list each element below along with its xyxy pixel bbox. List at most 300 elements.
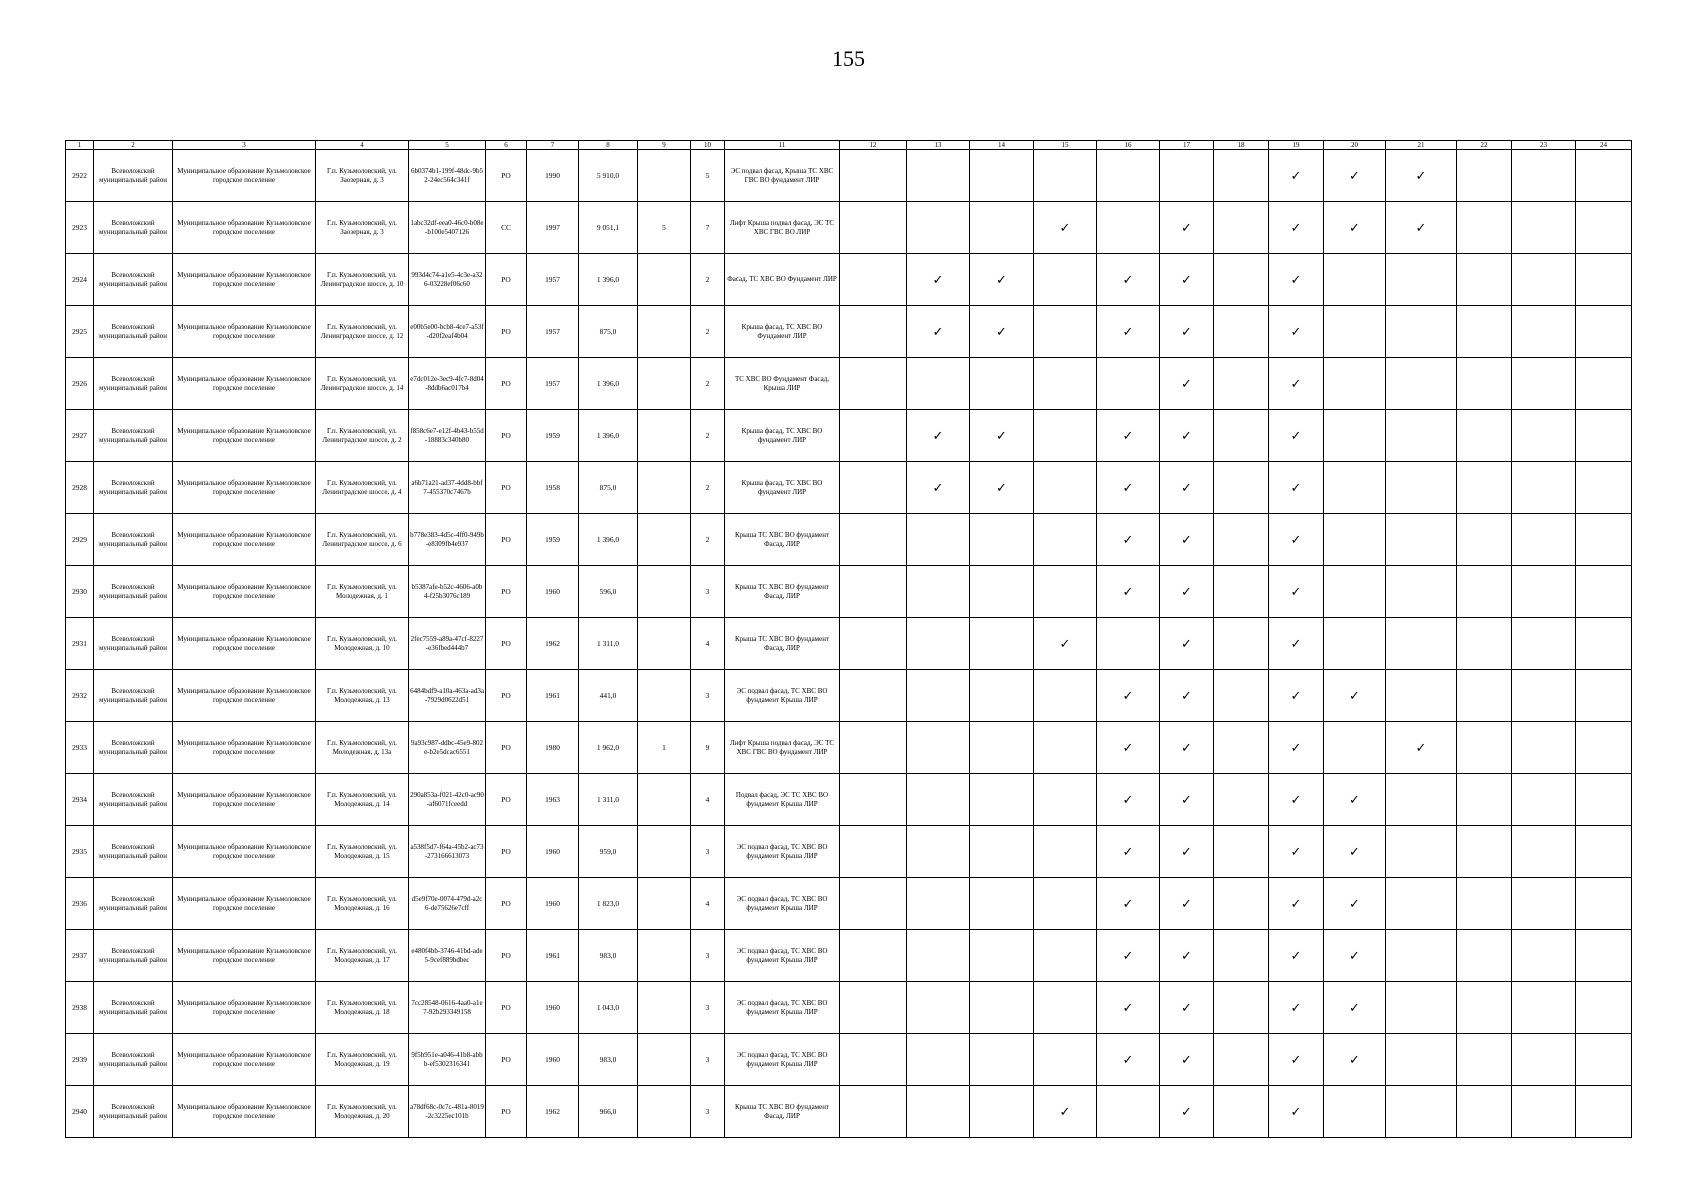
elevator-count-cell: 5 [638,202,691,254]
work-col-14-cell [970,202,1034,254]
column-header-10: 10 [691,141,725,150]
check-mark-icon: ✓ [1290,792,1302,807]
check-mark-icon: ✓ [1059,636,1071,651]
district-cell: Всеволожский муниципальный район [94,930,173,982]
floors-cell: 7 [691,202,725,254]
work-col-24-cell [1576,514,1632,566]
table-row [66,722,1632,774]
work-col-23-cell [1512,306,1576,358]
work-col-22-cell [1457,566,1512,618]
work-col-18-cell [1214,514,1269,566]
address-cell: Г.п. Кузьмоловский, ул. Молодежная, д. 19 [316,1034,409,1086]
work-col-24-cell [1576,462,1632,514]
table-row [66,1086,1632,1138]
work-col-21-cell [1386,566,1457,618]
year-built-cell: 1980 [527,722,579,774]
work-col-14-cell [970,826,1034,878]
district-cell: Всеволожский муниципальный район [94,878,173,930]
table-row [66,202,1632,254]
total-area-cell: 875,0 [579,462,638,514]
municipality-cell: Муниципальное образование Кузьмоловское городское поселение [173,150,316,202]
floors-cell: 4 [691,618,725,670]
district-cell: Всеволожский муниципальный район [94,254,173,306]
work-col-13-cell [907,358,970,410]
work-col-17-cell [1160,150,1214,202]
total-area-cell: 1 043,0 [579,982,638,1034]
total-area-cell: 596,0 [579,566,638,618]
check-mark-icon: ✓ [996,428,1007,443]
year-built-cell: 1962 [527,618,579,670]
check-mark-icon: ✓ [1122,272,1134,287]
work-col-15-cell [1034,150,1097,202]
check-mark-icon: ✓ [1290,532,1302,547]
work-col-23-cell [1512,930,1576,982]
work-col-12-cell [840,982,907,1034]
column-header-13: 13 [907,141,970,150]
column-header-1: 1 [66,141,94,150]
year-built-cell: 1958 [527,462,579,514]
work-col-16-cell [1097,150,1160,202]
floors-cell: 3 [691,670,725,722]
work-col-23-cell [1512,202,1576,254]
work-col-12-cell [840,358,907,410]
work-col-12-cell [840,410,907,462]
municipality-cell: Муниципальное образование Кузьмоловское городское поселение [173,254,316,306]
municipality-cell: Муниципальное образование Кузьмоловское городское поселение [173,982,316,1034]
year-built-cell: 1960 [527,878,579,930]
year-built-cell: 1990 [527,150,579,202]
management-type-cell: РО [486,462,527,514]
check-mark-icon: ✓ [1290,636,1302,651]
work-col-16-cell [1097,410,1160,462]
check-mark-icon: ✓ [932,480,944,495]
work-col-23-cell [1512,150,1576,202]
check-mark-icon: ✓ [1181,480,1192,495]
work-col-19-cell [1269,358,1324,410]
address-cell: Г.п. Кузьмоловский, ул. Ленинградское шоссе, д. 10 [316,254,409,306]
work-col-17-cell [1160,774,1214,826]
work-col-14-cell [970,722,1034,774]
check-mark-icon: ✓ [1122,896,1134,911]
work-col-20-cell [1324,462,1386,514]
total-area-cell: 1 396,0 [579,358,638,410]
works-list-cell: Фасад, ТС ХВС ВО Фундамент ЛИР [725,254,840,306]
year-built-cell: 1960 [527,1034,579,1086]
work-col-13-cell [907,1034,970,1086]
district-cell: Всеволожский муниципальный район [94,462,173,514]
row-number-cell: 2929 [66,514,94,566]
work-col-22-cell [1457,202,1512,254]
address-cell: Г.п. Кузьмоловский, ул. Ленинградское шоссе, д. 4 [316,462,409,514]
work-col-20-cell [1324,722,1386,774]
check-mark-icon: ✓ [1415,740,1427,755]
work-col-17-cell [1160,826,1214,878]
work-col-12-cell [840,618,907,670]
row-number-cell: 2925 [66,306,94,358]
work-col-14-cell [970,410,1034,462]
floors-cell: 3 [691,826,725,878]
elevator-count-cell [638,150,691,202]
row-number-cell: 2922 [66,150,94,202]
work-col-18-cell [1214,1086,1269,1138]
work-col-14-cell [970,930,1034,982]
check-mark-icon: ✓ [1290,896,1302,911]
work-col-12-cell [840,670,907,722]
elevator-count-cell [638,1086,691,1138]
work-col-21-cell [1386,670,1457,722]
elevator-count-cell [638,462,691,514]
work-col-20-cell [1324,358,1386,410]
work-col-23-cell [1512,358,1576,410]
work-col-23-cell [1512,410,1576,462]
address-cell: Г.п. Кузьмоловский, ул. Заозерная, д. 3 [316,202,409,254]
column-header-7: 7 [527,141,579,150]
work-col-15-cell [1034,202,1097,254]
registry-table [65,140,1632,1138]
total-area-cell: 959,0 [579,826,638,878]
work-col-17-cell [1160,306,1214,358]
floors-cell: 2 [691,254,725,306]
address-cell: Г.п. Кузьмоловский, ул. Ленинградское шоссе, д. 2 [316,410,409,462]
check-mark-icon: ✓ [1059,1104,1071,1119]
work-col-16-cell [1097,878,1160,930]
work-col-24-cell [1576,150,1632,202]
address-cell: Г.п. Кузьмоловский, ул. Молодежная, д. 13 [316,670,409,722]
work-col-13-cell [907,514,970,566]
check-mark-icon: ✓ [1122,792,1134,807]
work-col-20-cell [1324,878,1386,930]
year-built-cell: 1960 [527,566,579,618]
check-mark-icon: ✓ [1181,688,1192,703]
check-mark-icon: ✓ [1122,584,1134,599]
work-col-24-cell [1576,826,1632,878]
address-cell: Г.п. Кузьмоловский, ул. Заозерная, д. 3 [316,150,409,202]
row-number-cell: 2937 [66,930,94,982]
check-mark-icon: ✓ [1122,532,1134,547]
work-col-21-cell [1386,462,1457,514]
work-col-14-cell [970,254,1034,306]
total-area-cell: 441,0 [579,670,638,722]
work-col-21-cell [1386,410,1457,462]
elevator-count-cell [638,514,691,566]
work-col-23-cell [1512,566,1576,618]
work-col-20-cell [1324,202,1386,254]
work-col-22-cell [1457,410,1512,462]
address-cell: Г.п. Кузьмоловский, ул. Молодежная, д. 15 [316,826,409,878]
check-mark-icon: ✓ [1181,1000,1192,1015]
elevator-count-cell: 1 [638,722,691,774]
work-col-18-cell [1214,358,1269,410]
column-header-17: 17 [1160,141,1214,150]
check-mark-icon: ✓ [996,324,1007,339]
address-cell: Г.п. Кузьмоловский, ул. Молодежная, д. 20 [316,1086,409,1138]
column-header-9: 9 [638,141,691,150]
floors-cell: 3 [691,566,725,618]
district-cell: Всеволожский муниципальный район [94,1086,173,1138]
work-col-22-cell [1457,1034,1512,1086]
works-list-cell: ЭС подвал фасад, ТС ХВС ВО фундамент Крыша ЛИР [725,1034,840,1086]
work-col-24-cell [1576,878,1632,930]
column-header-23: 23 [1512,141,1576,150]
district-cell: Всеволожский муниципальный район [94,150,173,202]
district-cell: Всеволожский муниципальный район [94,618,173,670]
elevator-count-cell [638,826,691,878]
work-col-15-cell [1034,670,1097,722]
work-col-14-cell [970,1086,1034,1138]
work-col-24-cell [1576,358,1632,410]
column-header-15: 15 [1034,141,1097,150]
work-col-17-cell [1160,514,1214,566]
work-col-16-cell [1097,1034,1160,1086]
row-number-cell: 2934 [66,774,94,826]
check-mark-icon: ✓ [1290,1104,1302,1119]
check-mark-icon: ✓ [932,272,944,287]
work-col-15-cell [1034,1034,1097,1086]
municipality-cell: Муниципальное образование Кузьмоловское городское поселение [173,410,316,462]
work-col-19-cell [1269,254,1324,306]
work-col-16-cell [1097,982,1160,1034]
management-type-cell: РО [486,566,527,618]
municipality-cell: Муниципальное образование Кузьмоловское городское поселение [173,1034,316,1086]
work-col-15-cell [1034,618,1097,670]
work-col-20-cell [1324,982,1386,1034]
check-mark-icon: ✓ [1181,428,1192,443]
work-col-16-cell [1097,358,1160,410]
works-list-cell: ЭС подвал фасад, Крыша ТС ХВС ГВС ВО фундамент ЛИР [725,150,840,202]
work-col-23-cell [1512,878,1576,930]
check-mark-icon: ✓ [1290,584,1302,599]
elevator-count-cell [638,358,691,410]
check-mark-icon: ✓ [1290,1052,1302,1067]
work-col-24-cell [1576,410,1632,462]
work-col-23-cell [1512,462,1576,514]
work-col-21-cell [1386,722,1457,774]
work-col-17-cell [1160,722,1214,774]
work-col-20-cell [1324,1034,1386,1086]
work-col-17-cell [1160,462,1214,514]
work-col-21-cell [1386,358,1457,410]
floors-cell: 4 [691,774,725,826]
floors-cell: 9 [691,722,725,774]
work-col-24-cell [1576,670,1632,722]
total-area-cell: 1 396,0 [579,254,638,306]
year-built-cell: 1962 [527,1086,579,1138]
check-mark-icon: ✓ [1181,792,1192,807]
work-col-24-cell [1576,982,1632,1034]
work-col-20-cell [1324,826,1386,878]
work-col-24-cell [1576,774,1632,826]
row-number-cell: 2940 [66,1086,94,1138]
work-col-21-cell [1386,514,1457,566]
work-col-13-cell [907,722,970,774]
elevator-count-cell [638,410,691,462]
work-col-12-cell [840,1086,907,1138]
work-col-21-cell [1386,826,1457,878]
municipality-cell: Муниципальное образование Кузьмоловское городское поселение [173,514,316,566]
table-row [66,670,1632,722]
work-col-16-cell [1097,1086,1160,1138]
row-number-cell: 2931 [66,618,94,670]
house-guid-cell: e00b5e00-bcb8-4ce7-a53f-d20f2eaf4b04 [409,306,486,358]
house-guid-cell: e7dc012e-3ec9-4fc7-8d04-8ddb6ac017b4 [409,358,486,410]
management-type-cell: РО [486,878,527,930]
check-mark-icon: ✓ [1290,948,1302,963]
work-col-19-cell [1269,1086,1324,1138]
check-mark-icon: ✓ [1181,948,1192,963]
district-cell: Всеволожский муниципальный район [94,826,173,878]
floors-cell: 3 [691,1086,725,1138]
check-mark-icon: ✓ [1122,1052,1134,1067]
table-header [66,141,1632,150]
work-col-16-cell [1097,514,1160,566]
management-type-cell: РО [486,982,527,1034]
management-type-cell: РО [486,1086,527,1138]
management-type-cell: РО [486,1034,527,1086]
column-header-6: 6 [486,141,527,150]
house-guid-cell: a78df68c-0c7c-481a-8019-2c3225ec101b [409,1086,486,1138]
work-col-19-cell [1269,514,1324,566]
work-col-22-cell [1457,826,1512,878]
work-col-19-cell [1269,982,1324,1034]
works-list-cell: ЭС подвал фасад, ТС ХВС ВО фундамент Крыша ЛИР [725,670,840,722]
check-mark-icon: ✓ [1415,168,1427,183]
work-col-23-cell [1512,826,1576,878]
work-col-16-cell [1097,202,1160,254]
management-type-cell: РО [486,358,527,410]
year-built-cell: 1957 [527,254,579,306]
management-type-cell: РО [486,254,527,306]
check-mark-icon: ✓ [996,272,1007,287]
house-guid-cell: 290a853a-f021-42c0-ac90-af6071fceedd [409,774,486,826]
work-col-14-cell [970,878,1034,930]
check-mark-icon: ✓ [1349,792,1360,807]
work-col-15-cell [1034,306,1097,358]
total-area-cell: 1 311,0 [579,618,638,670]
check-mark-icon: ✓ [1181,532,1192,547]
column-header-16: 16 [1097,141,1160,150]
work-col-13-cell [907,618,970,670]
work-col-18-cell [1214,618,1269,670]
year-built-cell: 1963 [527,774,579,826]
works-list-cell: Лифт Крыша подвал фасад, ЭС ТС ХВС ГВС ВО фундамент ЛИР [725,722,840,774]
work-col-17-cell [1160,618,1214,670]
work-col-15-cell [1034,722,1097,774]
works-list-cell: Крыша ТС ХВС ВО фундамент Фасад, ЛИР [725,566,840,618]
column-header-18: 18 [1214,141,1269,150]
district-cell: Всеволожский муниципальный район [94,722,173,774]
work-col-18-cell [1214,1034,1269,1086]
check-mark-icon: ✓ [1349,1000,1360,1015]
work-col-20-cell [1324,1086,1386,1138]
check-mark-icon: ✓ [1181,324,1192,339]
check-mark-icon: ✓ [1181,272,1192,287]
work-col-22-cell [1457,618,1512,670]
check-mark-icon: ✓ [932,428,944,443]
page-number: 155 [832,46,865,71]
work-col-20-cell [1324,618,1386,670]
work-col-22-cell [1457,774,1512,826]
floors-cell: 5 [691,150,725,202]
table-row [66,150,1632,202]
check-mark-icon: ✓ [1059,220,1071,235]
works-list-cell: Крыша фасад, ТС ХВС ВО Фундамент ЛИР [725,306,840,358]
address-cell: Г.п. Кузьмоловский, ул. Молодежная, д. 16 [316,878,409,930]
check-mark-icon: ✓ [1290,688,1302,703]
check-mark-icon: ✓ [1290,220,1302,235]
work-col-16-cell [1097,826,1160,878]
year-built-cell: 1960 [527,826,579,878]
table-row [66,982,1632,1034]
work-col-16-cell [1097,774,1160,826]
check-mark-icon: ✓ [1181,584,1192,599]
works-list-cell: Крыша ТС ХВС ВО фундамент Фасад, ЛИР [725,1086,840,1138]
year-built-cell: 1957 [527,358,579,410]
work-col-12-cell [840,514,907,566]
district-cell: Всеволожский муниципальный район [94,410,173,462]
check-mark-icon: ✓ [1122,844,1134,859]
work-col-24-cell [1576,722,1632,774]
column-header-8: 8 [579,141,638,150]
check-mark-icon: ✓ [1349,688,1360,703]
house-guid-cell: b5387afe-b52c-4606-a0b4-f25b3076c189 [409,566,486,618]
column-header-2: 2 [94,141,173,150]
work-col-15-cell [1034,462,1097,514]
column-header-5: 5 [409,141,486,150]
work-col-15-cell [1034,514,1097,566]
elevator-count-cell [638,982,691,1034]
check-mark-icon: ✓ [1349,220,1360,235]
work-col-14-cell [970,774,1034,826]
district-cell: Всеволожский муниципальный район [94,566,173,618]
work-col-13-cell [907,462,970,514]
work-col-24-cell [1576,202,1632,254]
work-col-24-cell [1576,1034,1632,1086]
work-col-15-cell [1034,358,1097,410]
check-mark-icon: ✓ [1349,168,1360,183]
floors-cell: 2 [691,306,725,358]
work-col-12-cell [840,254,907,306]
work-col-12-cell [840,722,907,774]
total-area-cell: 5 910,0 [579,150,638,202]
management-type-cell: РО [486,150,527,202]
check-mark-icon: ✓ [1181,740,1192,755]
house-guid-cell: a538f5d7-f64a-45b2-ac73-273166613073 [409,826,486,878]
work-col-20-cell [1324,254,1386,306]
municipality-cell: Муниципальное образование Кузьмоловское городское поселение [173,462,316,514]
work-col-21-cell [1386,618,1457,670]
work-col-22-cell [1457,306,1512,358]
elevator-count-cell [638,774,691,826]
column-header-12: 12 [840,141,907,150]
row-number-cell: 2933 [66,722,94,774]
check-mark-icon: ✓ [1122,688,1134,703]
work-col-15-cell [1034,254,1097,306]
work-col-19-cell [1269,306,1324,358]
table-row [66,618,1632,670]
work-col-24-cell [1576,254,1632,306]
work-col-18-cell [1214,462,1269,514]
work-col-17-cell [1160,358,1214,410]
total-area-cell: 875,0 [579,306,638,358]
work-col-21-cell [1386,150,1457,202]
work-col-13-cell [907,1086,970,1138]
check-mark-icon: ✓ [1290,480,1302,495]
work-col-13-cell [907,670,970,722]
work-col-12-cell [840,202,907,254]
work-col-12-cell [840,462,907,514]
table-row [66,306,1632,358]
work-col-14-cell [970,306,1034,358]
